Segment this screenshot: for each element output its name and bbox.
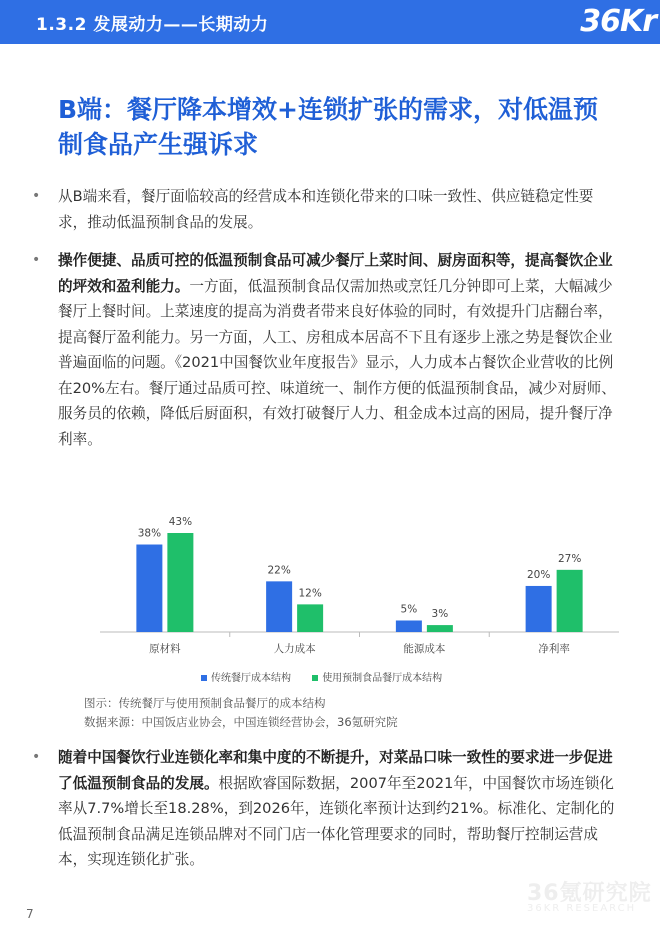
data-label: 27% (557, 552, 582, 565)
bar-prepared (557, 570, 583, 632)
data-label: 22% (267, 564, 291, 577)
watermark-cn: 36氪研究院 (527, 881, 652, 906)
paragraph-3 (32, 745, 618, 873)
data-label: 43% (168, 516, 193, 528)
section-header-bar (0, 0, 660, 44)
bar-traditional (396, 620, 422, 632)
legend-item-prepared (312, 669, 442, 684)
legend-swatch-green (312, 675, 318, 681)
data-label: 38% (137, 527, 162, 540)
bar-prepared (167, 533, 193, 632)
data-label: 5% (400, 603, 418, 616)
legend-label-traditional: 传统餐厅成本结构 (211, 673, 291, 684)
page-number: 7 (26, 907, 34, 921)
figure-title: 图示：传统餐厅与使用预制食品餐厅的成本结构 (84, 696, 326, 710)
bar-chart-svg (84, 505, 624, 665)
paragraph-1-text: 从B端来看，餐厅面临较高的经营成本和连锁化带来的口味一致性、供应链稳定性要求，推动低温预制食品的发展。 (58, 188, 594, 231)
x-tick-label: 净利率 (538, 643, 570, 655)
chart-legend (201, 669, 460, 684)
bar-prepared (297, 604, 323, 632)
legend-item-traditional (201, 669, 291, 684)
paragraph-2-text: 一方面，低温预制食品仅需加热或烹饪几分钟即可上菜，大幅减少餐厅上餐时间。上菜速度的提高为消费者带来良好体验的同时，有效提升门店翻台率，提高餐厅盈利能力。另一方面，人工、房租成本居高不下且有逐步上涨之势是餐饮企业普遍面临的问题。《2021中国餐饮业年度报告》显示，人力成本占餐饮企业营收的比例在20%左右。餐厅通过品质可控、味道统一、制作方便的低温预制食品，减少对厨师、服务员的依赖，降低后厨面积，有效打破餐厅人力、租金成本过高的困局，提升餐厅净利率。 (58, 277, 616, 448)
cost-structure-chart (84, 505, 624, 690)
legend-swatch-blue (201, 675, 207, 681)
section-title: 1.3.2 发展动力——长期动力 (36, 15, 269, 35)
bar-prepared (427, 625, 453, 632)
x-tick-label: 能源成本 (403, 643, 446, 655)
data-label: 20% (526, 568, 551, 581)
watermark-en: 36KR RESEARCH (527, 903, 637, 914)
paragraph-3-bold: 随着中国餐饮行业连锁化率和集中度的不断提升，对菜品口味一致性的要求进一步促进了低温预制食品的发展。 (58, 749, 613, 792)
figure-caption (84, 694, 398, 732)
data-label: 3% (431, 608, 449, 621)
bar-traditional (526, 586, 552, 632)
bullet-icon: • (32, 188, 41, 204)
data-source: 数据来源：中国饭店业协会，中国连锁经营协会，36氪研究院 (84, 715, 398, 729)
data-label: 12% (298, 587, 322, 600)
paragraph-1 (32, 184, 618, 235)
x-tick-label: 原材料 (149, 643, 181, 655)
paragraph-2 (32, 248, 618, 452)
bullet-icon: • (32, 749, 41, 765)
paragraph-2-bold: 操作便捷、品质可控的低温预制食品可减少餐厅上菜时间、厨房面积等，提高餐饮企业的坪效和盈利能力。 (58, 252, 613, 295)
bar-traditional (136, 545, 162, 632)
bar-traditional (266, 581, 292, 632)
x-tick-label: 人力成本 (273, 643, 316, 655)
paragraph-3-text: 根据欧睿国际数据，2007年至2021年，中国餐饮市场连锁化率从7.7%增长至18.28%，到2026年，连锁化率预计达到约21%。标准化、定制化的低温预制食品满足连锁品牌对不同门店一体化管理要求的同时，帮助餐厅控制运营成本，实现连锁化扩张。 (58, 774, 615, 868)
brand-logo: 36Kr (580, 4, 656, 39)
legend-label-prepared: 使用预制食品餐厅成本结构 (322, 673, 443, 684)
page-title: B端：餐厅降本增效+连锁扩张的需求，对低温预制食品产生强诉求 (58, 95, 599, 159)
bullet-icon: • (32, 252, 41, 268)
